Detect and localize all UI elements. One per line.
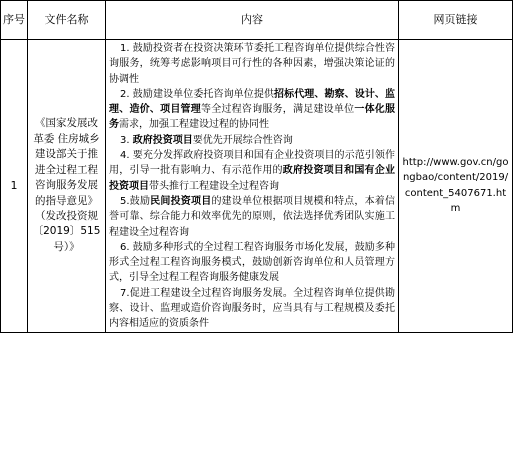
content-item-6 bbox=[109, 240, 395, 286]
content-text: 4. 要充分发挥政府投资项目和国有企业投资项目的示范引领作用，引导一批有影响力、有示范作用的 bbox=[109, 150, 395, 177]
document-name: 《国家发展改革委 住房城乡建设部关于推进全过程工程咨询服务发展的指导意见》（发改投资规〔2019〕515号）》 bbox=[28, 40, 106, 333]
content-bold-text: 招标代理、勘察、设计、监理、造价、项目管理 bbox=[109, 88, 395, 116]
content-bold-text: 一体化服务 bbox=[109, 104, 396, 131]
content-item-5 bbox=[109, 194, 395, 240]
content-text: 1. 鼓励投资者在投资决策环节委托工程咨询单位提供综合性咨询服务，统筹考虑影响项目可行性的各种因素，增强决策论证的协调性 bbox=[109, 43, 395, 85]
content-text: 2. 鼓励建设单位委托咨询单位提供 bbox=[120, 88, 275, 100]
header-row bbox=[1, 1, 513, 40]
content-text: 带头推行工程建设全过程咨询 bbox=[149, 180, 279, 192]
content-cell bbox=[106, 40, 399, 333]
header-no: 序号 bbox=[1, 1, 28, 40]
content-text: 等全过程咨询服务，满足建设单位 bbox=[201, 104, 355, 116]
content-bold-text: 政府投资项目 bbox=[132, 134, 193, 146]
content-item-7 bbox=[109, 286, 395, 332]
content-item-3 bbox=[109, 133, 395, 148]
header-content: 内容 bbox=[106, 1, 399, 40]
content-text: 5.鼓励 bbox=[120, 195, 151, 207]
header-link: 网页链接 bbox=[399, 1, 513, 40]
content-text: 的建设单位根据项目规模和特点，本着信誉可靠、综合能力和效率优先的原则，依法选择优秀团队实施工程建设全过程咨询 bbox=[109, 195, 396, 238]
content-text: 7.促进工程建设全过程咨询服务发展。全过程咨询单位提供勘察、设计、监理或造价咨询服务时，应当具有与工程规模及委托内容相适应的资质条件 bbox=[109, 287, 395, 330]
content-text: 3. bbox=[120, 134, 133, 146]
content-item-1 bbox=[109, 41, 395, 87]
content-item-4 bbox=[109, 148, 395, 194]
content-item-2 bbox=[109, 87, 395, 133]
content-bold-text: 民间投资项目 bbox=[150, 195, 212, 207]
row-number: 1 bbox=[1, 40, 28, 333]
content-text: 要优先开展综合性咨询 bbox=[192, 134, 293, 146]
header-doc-name: 文件名称 bbox=[28, 1, 106, 40]
content-text: 6. 鼓励多种形式的全过程工程咨询服务市场化发展，鼓励多种形式全过程工程咨询服务模式，鼓励创新咨询单位和人员管理方式，引导全过程工程咨询服务健康发展 bbox=[109, 241, 395, 284]
content-text: 需求，加强工程建设过程的协同性 bbox=[119, 119, 269, 131]
webpage-link: http://www.gov.cn/gongbao/content/2019/content_5407671.htm bbox=[399, 40, 513, 333]
content-bold-text: 政府投资项目和国有企业投资项目 bbox=[109, 165, 396, 192]
table-row bbox=[1, 40, 513, 333]
